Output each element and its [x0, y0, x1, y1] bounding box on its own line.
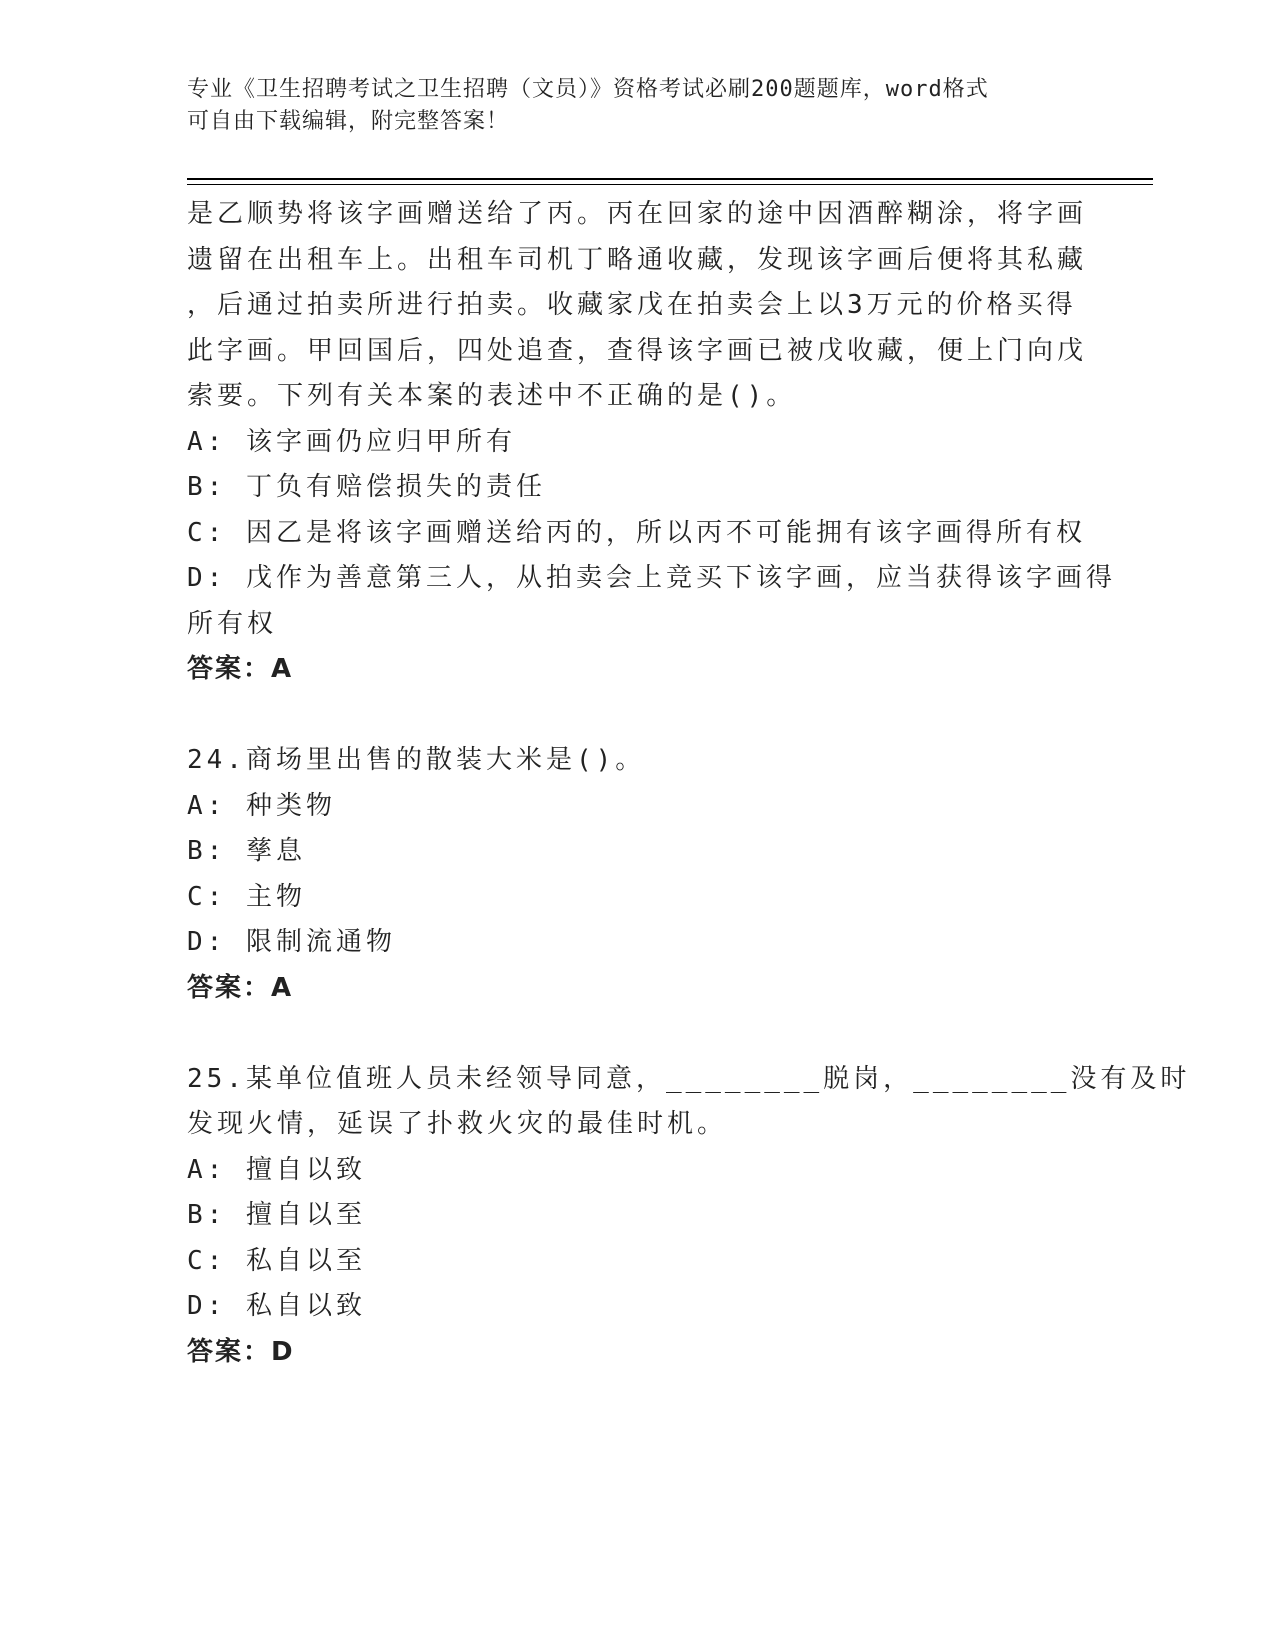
- header-line-1: 专业《卫生招聘考试之卫生招聘（文员）》资格考试必刷200题题库，word格式: [187, 77, 989, 102]
- question-24-option-b: B: 孳息: [187, 836, 306, 866]
- question-25-option-a: A: 擅自以致: [187, 1154, 366, 1185]
- question-23-stem-line-5: 索要。下列有关本案的表述中不正确的是()。: [187, 381, 797, 411]
- question-content: [187, 192, 1191, 1375]
- header-line-2: 可自由下载编辑，附完整答案！: [187, 109, 510, 134]
- question-23-option-c: C: 因乙是将该字画赠送给丙的，所以丙不可能拥有该字画得所有权: [187, 517, 1086, 548]
- question-23-option-d-line-2: 所有权: [187, 608, 278, 639]
- question-24-option-a: A: 种类物: [187, 790, 336, 821]
- question-25-option-c: C: 私自以至: [187, 1245, 366, 1276]
- question-24-option-d: D: 限制流通物: [187, 927, 396, 957]
- question-25-option-d: D: 私自以致: [187, 1291, 366, 1321]
- question-23-option-b: B: 丁负有赔偿损失的责任: [187, 472, 546, 502]
- question-25-stem-line-1: 25.某单位值班人员未经领导同意，________脱岗，________没有及时: [187, 1063, 1191, 1094]
- question-23-option-d-line-1: D: 戊作为善意第三人，从拍卖会上竞买下该字画，应当获得该字画得: [187, 563, 1116, 593]
- question-24-option-c: C: 主物: [187, 881, 306, 912]
- question-23: [187, 192, 1116, 693]
- document-header: [187, 74, 1067, 138]
- question-23-stem-line-3: ，后通过拍卖所进行拍卖。收藏家戊在拍卖会上以3万元的价格买得: [187, 290, 1077, 320]
- question-25: [187, 1057, 1191, 1376]
- header-rule-thin: [187, 184, 1153, 185]
- question-23-stem-line-2: 遗留在出租车上。出租车司机丁略通收藏，发现该字画后便将其私藏: [187, 244, 1088, 275]
- header-rule-thick: [187, 178, 1153, 180]
- question-24: [187, 738, 1087, 1011]
- spacer: [187, 1011, 1087, 1057]
- question-24-stem: 24.商场里出售的散装大米是()。: [187, 745, 646, 775]
- question-23-option-a: A: 该字画仍应归甲所有: [187, 426, 516, 457]
- question-25-answer: 答案：D: [187, 1336, 295, 1367]
- question-25-stem-line-2: 发现火情，延误了扑救火灾的最佳时机。: [187, 1109, 728, 1139]
- question-24-answer: 答案：A: [187, 972, 294, 1003]
- question-23-stem-line-4: 此字画。甲回国后，四处追查，查得该字画已被戊收藏，便上门向戊: [187, 335, 1088, 366]
- spacer: [187, 693, 1087, 739]
- question-23-stem-line-1: 是乙顺势将该字画赠送给了丙。丙在回家的途中因酒醉糊涂，将字画: [187, 199, 1088, 229]
- question-25-option-b: B: 擅自以至: [187, 1200, 366, 1230]
- question-23-answer: 答案：A: [187, 654, 294, 684]
